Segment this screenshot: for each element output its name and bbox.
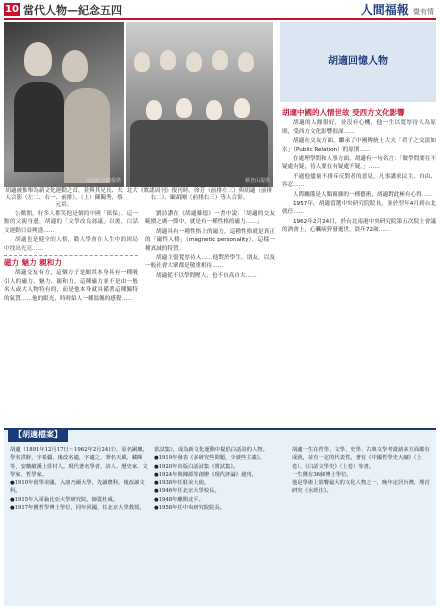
paragraph: 胡適從不以學問壓人，也不自高自大……	[156, 272, 257, 279]
paragraph: 人際關係是人類複雜的一種藝術，胡適對此極有心得……	[293, 191, 433, 198]
figure-face	[160, 50, 176, 70]
photo-credit: 蔡登山提供	[244, 178, 270, 184]
figure-face	[238, 52, 254, 72]
profile-entry: ●1920年出版白話詩集《嘗試集》。	[154, 463, 239, 470]
section-title: 當代人物—紀念五四	[23, 4, 122, 17]
article-column-1	[4, 210, 138, 304]
brand-name: 人間福報	[360, 3, 409, 17]
brand-logo	[361, 1, 434, 18]
figure-face	[186, 52, 202, 72]
brand-subtitle: 覺有情	[413, 8, 434, 16]
paragraph: 胡適主張寬厚待人……他對於學生、朋友，以及一般社會大眾都是敬重相待……	[145, 255, 275, 270]
paragraph: 胡適在交友方面，繼承了中國傳統士大夫「君子之交淡如水」（Public Relation）的原則……	[282, 138, 436, 153]
profile-column-2	[154, 446, 284, 512]
photo2-caption: 北大《歌謠周刊》復刊時，徐芳（前排左三）與胡適（前排右二）、顧頡剛（前排右三）等人合影。	[126, 188, 273, 202]
profile-entry: ●1946年任北京大學校長。	[154, 488, 220, 495]
figure-face	[146, 100, 162, 120]
profile-entry: 一生獲有36個博士學位。	[292, 471, 352, 478]
profile-entry: ●1917年獲哲學博士學位，同年回國，任北京大學教授。	[10, 505, 145, 512]
page-header	[0, 0, 440, 20]
paragraph: 胡適具有一種性格上的磁力，這種性格就是真正的「磁性人格」（magnetic personality），這樣一種真誠的特質。	[145, 228, 275, 252]
profile-entry: ●1919年發表《多研究些問題，少談些主義》。	[154, 455, 265, 462]
figure-face	[24, 42, 52, 76]
profile-entry: ●1910年留學美國，入康乃爾大學，先讀農科，後改讀文科。	[10, 480, 145, 495]
quote-block	[4, 210, 138, 253]
page-number: 10	[5, 4, 19, 15]
profile-entry: 當試集》，成為新文化運動中提倡白話詩的人物。	[154, 447, 268, 453]
article-column-2	[145, 210, 275, 281]
profile-entry: ●1958年任中央研究院院長。	[154, 505, 226, 512]
quote-paragraph: 公數開，好多人都笑他是個的中國「紙保」。這一點的父親身邊，胡適的「文學改良芻議」以後，白話文運動日益興盛……	[4, 211, 138, 234]
profile-entry: ●1924年與陳源等創辦《現代評論》週刊。	[154, 471, 257, 478]
profile-title: 【胡適檔案】	[8, 428, 68, 442]
paragraph: 1957年，胡適當選中央研究院院長，並於翌年4月到台北就任……	[282, 201, 436, 216]
photo1-caption: 胡適被推舉為新文化運動之首，並與其兄長、夫人合影（左二、右一、前排）。（上）陳獨秀、蔡元培。	[5, 188, 123, 209]
subheading: 胡適中國的人情世故 受西方文化影響	[282, 108, 405, 117]
profile-column-3	[292, 446, 432, 496]
subheading: 磁力 魅力 親和力	[4, 258, 62, 268]
historical-photo-group	[126, 22, 273, 187]
profile-entry: 胡適（1891年12月17日～1962年2月24日），原名嗣穈，學名洪騂，字希疆，後改名適，字適之，筆名天風、藏暉等，安徽績溪上莊村人。現代著名學者、詩人、歷史家、文學家、哲學家。	[10, 447, 148, 478]
divider	[4, 255, 138, 256]
figure-face	[234, 98, 250, 118]
paragraph: 1962年2月24日，於台北南港中央研究院第五次院士會議的酒會上，心臟病猝發逝世，終年72歲……	[282, 218, 436, 234]
paragraph: 不過他儘量不排斥反對者的意見，凡事講求民主、自由、容忍……	[282, 173, 436, 189]
figure-body	[64, 88, 110, 183]
photo-credit: 胡適紀念館提供	[85, 178, 121, 184]
article-title-box	[280, 22, 436, 102]
profile-column-1	[10, 446, 150, 512]
figure-face	[212, 50, 228, 70]
paragraph: 胡適交友有方，這個方子是頗其本身具有一種吸引人的磁力、魅力、親和力。這種磁力並不是由一般名人或大人物特有的，而是他本身就具備著這種獨特的氣質……他的眼光，時時給人一種溫馨的感覺……	[4, 270, 138, 302]
profile-entry: ●1915年入哥倫比亞大學研究院，師從杜威。	[10, 496, 119, 503]
profile-box	[4, 428, 436, 606]
paragraph: 胡適的人緣很好，並沒有心機，他一生以寬厚待人為原則，受西方文化影響很深……	[282, 120, 436, 135]
paragraph: 在處理學問和人事方面，胡適有一句名言：「做學問要在不疑處有疑，待人要在有疑處不疑。」……	[282, 156, 436, 171]
figure-face	[134, 52, 150, 72]
figure-body	[14, 82, 64, 172]
profile-entry: ●1938年任駐美大使。	[154, 480, 210, 487]
article-column-3	[282, 106, 436, 236]
header-rule	[4, 18, 436, 20]
profile-entry: ●1948年離開北平。	[154, 496, 204, 503]
figure-face	[62, 50, 88, 82]
quote-paragraph: 胡適也是健全的人格，勸人學會在人生中的困局中找出光亮……	[4, 237, 138, 252]
article-title: 胡適回憶人物	[328, 56, 388, 67]
historical-photo-family	[4, 22, 124, 187]
paragraph: 劉詩讚在《胡適雜憶》一書中說：「胡適的交友範圍之廣一節中，就是有一種性格的磁力……」	[145, 211, 275, 226]
profile-entry: 他是學術上影響最大的文化人物之一，晚年定居台灣，埋首研究《水經注》。	[292, 480, 430, 495]
figure-face	[206, 100, 222, 120]
figure-face	[176, 98, 192, 118]
profile-entry: 胡適一生在哲學、文學、史學、古典文學考證諸多方面都有成就，並有一定的代表性。著有《中國哲學史大綱》（上卷）、《白話文學史》（上卷）等書。	[292, 447, 430, 470]
